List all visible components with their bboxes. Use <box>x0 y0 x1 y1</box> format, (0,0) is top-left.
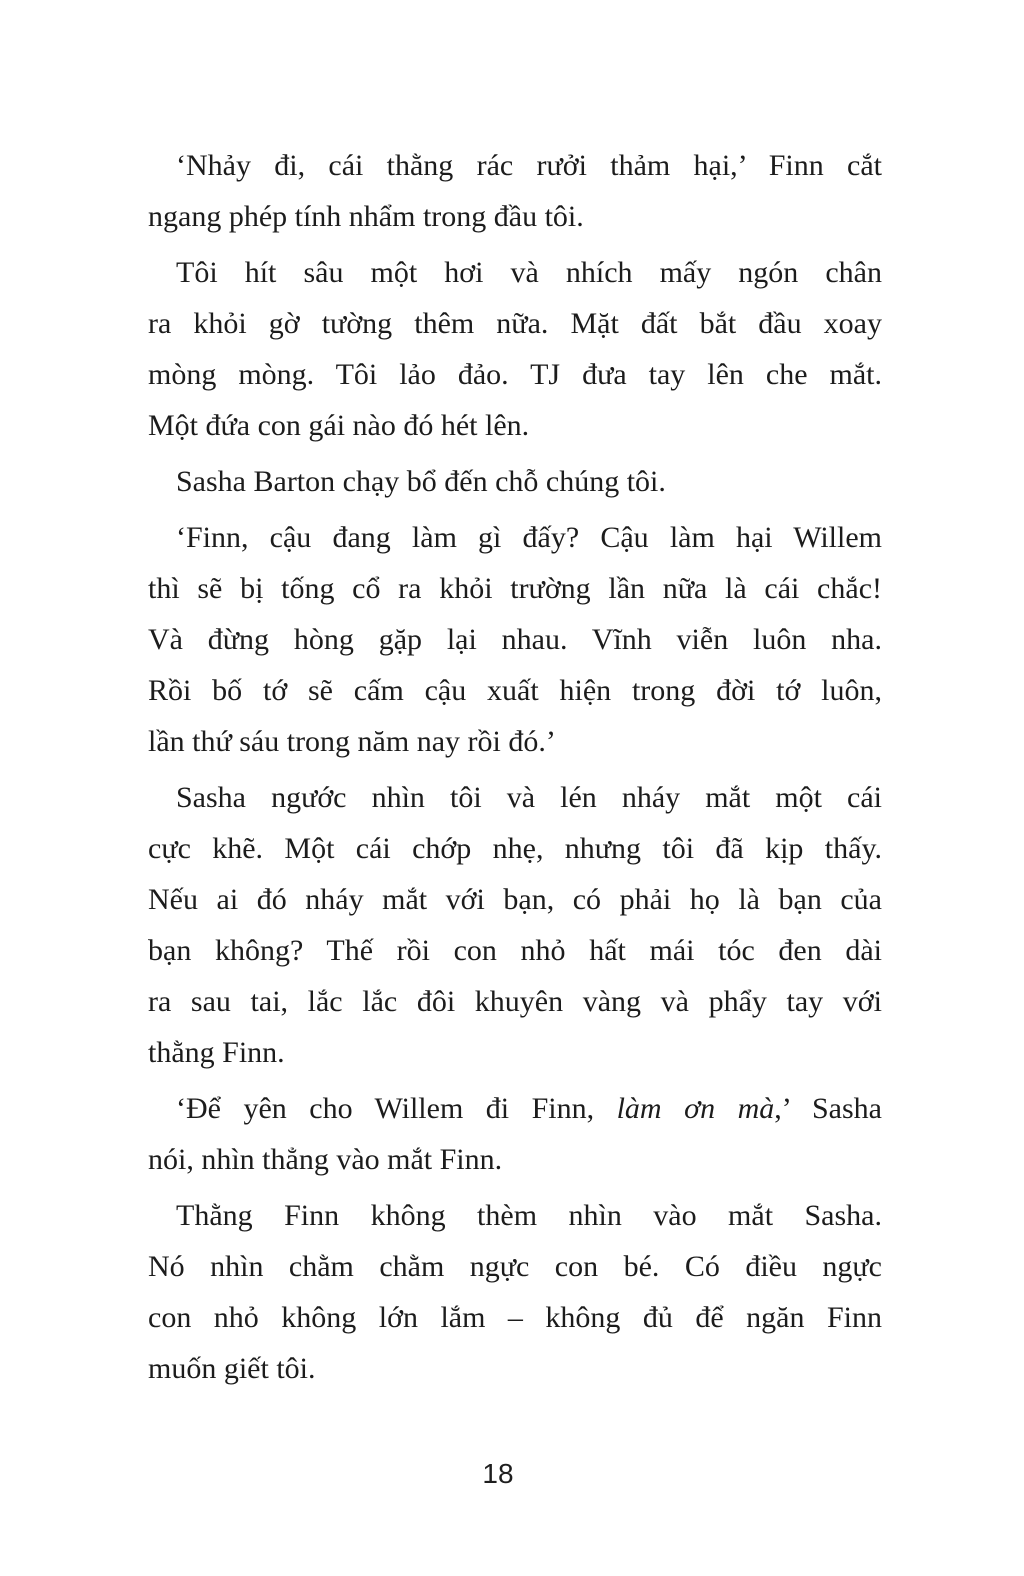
text-line: cực khẽ. Một cái chớp nhẹ, nhưng tôi đã kịp thấy. <box>148 832 882 865</box>
paragraph <box>148 456 882 507</box>
page-number: 18 <box>482 1458 514 1489</box>
text-line: muốn giết tôi. <box>148 1352 316 1385</box>
text-line: thì sẽ bị tống cổ ra khỏi trường lần nữa là cái chắc! <box>148 572 882 605</box>
text-line: con nhỏ không lớn lắm – không đủ để ngăn Finn <box>148 1301 882 1334</box>
text-line: Một đứa con gái nào đó hét lên. <box>148 409 530 442</box>
paragraph <box>148 1083 882 1185</box>
page-text-block <box>148 140 882 1399</box>
text-line: Sasha ngước nhìn tôi và lén nháy mắt một cái <box>176 781 882 814</box>
text-line: Thằng Finn không thèm nhìn vào mắt Sasha. <box>176 1199 882 1232</box>
text-line: bạn không? Thế rồi con nhỏ hất mái tóc đen dài <box>148 934 882 967</box>
text-line: ngang phép tính nhẩm trong đầu tôi. <box>148 200 584 233</box>
text-line: Và đừng hòng gặp lại nhau. Vĩnh viễn luôn nha. <box>148 623 882 656</box>
text-segment: ‘Để yên cho Willem đi Finn, <box>176 1092 617 1125</box>
text-line: Tôi hít sâu một hơi và nhích mấy ngón chân <box>176 256 882 289</box>
paragraph <box>148 512 882 767</box>
text-line: Nếu ai đó nháy mắt với bạn, có phải họ là bạn của <box>148 883 882 916</box>
text-segment: ,’ Sasha <box>774 1092 882 1125</box>
text-line: thằng Finn. <box>148 1036 285 1069</box>
text-line: ‘Finn, cậu đang làm gì đấy? Cậu làm hại Willem <box>176 521 882 554</box>
paragraph <box>148 140 882 242</box>
text-line: mòng mòng. Tôi lảo đảo. TJ đưa tay lên che mắt. <box>148 358 882 391</box>
paragraph <box>148 1190 882 1394</box>
italic-phrase: làm ơn mà <box>616 1092 775 1125</box>
paragraph <box>148 247 882 451</box>
text-line: Sasha Barton chạy bổ đến chỗ chúng tôi. <box>176 465 666 498</box>
paragraph <box>148 772 882 1078</box>
text-line: nói, nhìn thẳng vào mắt Finn. <box>148 1143 503 1176</box>
text-line: ra khỏi gờ tường thêm nữa. Mặt đất bắt đầu xoay <box>148 307 882 340</box>
text-line <box>148 1083 882 1134</box>
text-line: Rồi bố tớ sẽ cấm cậu xuất hiện trong đời tớ luôn, <box>148 674 882 707</box>
text-line: ‘Nhảy đi, cái thằng rác rưởi thảm hại,’ Finn cắt <box>176 149 882 182</box>
text-line: ra sau tai, lắc lắc đôi khuyên vàng và phẩy tay với <box>148 985 882 1018</box>
text-line: lần thứ sáu trong năm nay rồi đó.’ <box>148 725 556 758</box>
text-line: Nó nhìn chằm chằm ngực con bé. Có điều ngực <box>148 1250 882 1283</box>
